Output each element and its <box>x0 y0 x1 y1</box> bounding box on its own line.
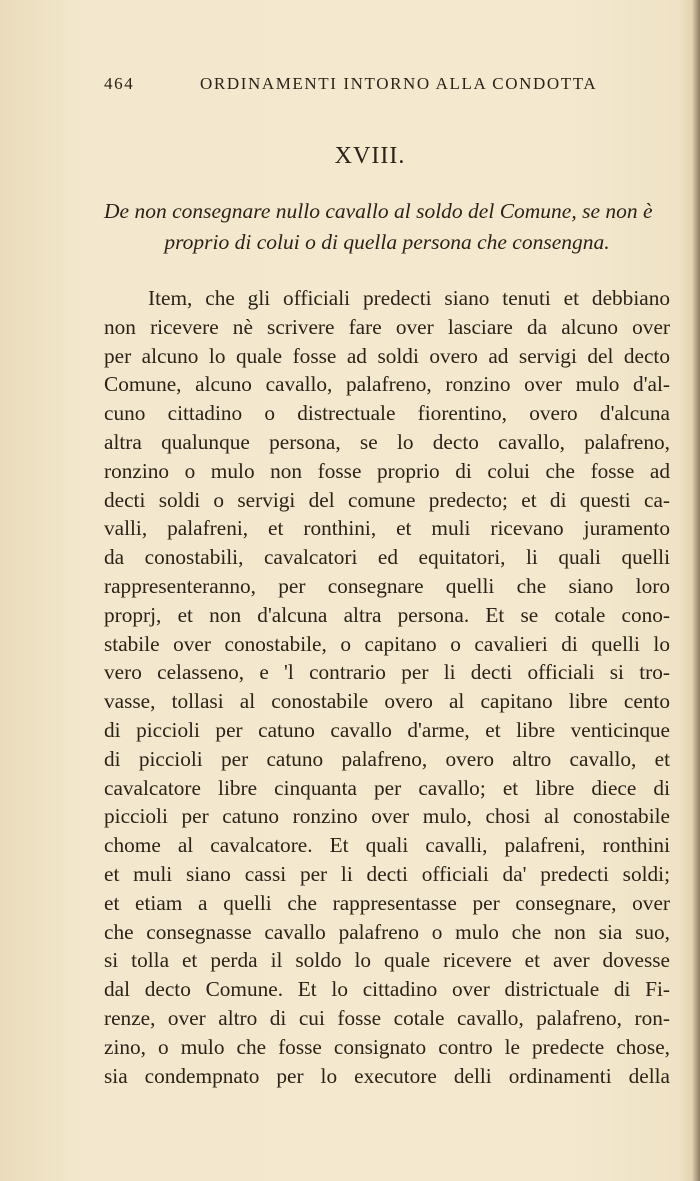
text-line: piccioli per catuno ronzino over mulo, chosi al conostabile <box>104 804 670 829</box>
page-number: 464 <box>104 74 135 93</box>
section-title <box>104 196 670 258</box>
text-line: zino, o mulo che fosse consignato contro le predecte chose, <box>104 1034 670 1059</box>
text-line: per alcuno lo quale fosse ad soldi overo ad servigi del decto <box>104 343 670 368</box>
text-line: valli, palafreni, et ronthini, et muli ricevano juramento <box>104 516 670 541</box>
text-line: di piccioli per catuno cavallo d'arme, et libre venticinque <box>104 717 670 742</box>
text-line: vasse, tollasi al conostabile overo al capitano libre cento <box>104 689 670 714</box>
section-title-line: De non consegnare nullo cavallo al soldo del Comune, se non è <box>104 199 653 223</box>
text-line: Comune, alcuno cavallo, palafreno, ronzino over mulo d'al- <box>104 372 670 397</box>
text-line: rappresenteranno, per consegnare quelli che siano loro <box>104 573 670 598</box>
section-number: XVIII. <box>334 143 406 169</box>
text-line: cuno cittadino o distrectuale fiorentino, overo d'alcuna <box>104 401 670 426</box>
text-line: Item, che gli officiali predecti siano tenuti et debbiano <box>148 286 670 310</box>
text-line: da conostabili, cavalcatori ed equitatori, li quali quelli <box>104 545 670 570</box>
text-line: ronzino o mulo non fosse proprio di colui che fosse ad <box>104 458 670 483</box>
text-line: dal decto Comune. Et lo cittadino over districtuale di Fi- <box>104 977 670 1002</box>
text-line: cavalcatore libre cinquanta per cavallo; et libre diece di <box>104 775 670 800</box>
page-header <box>104 74 670 102</box>
text-line: non ricevere nè scrivere fare over lasciare da alcuno over <box>104 314 670 339</box>
text-line: proprj, et non d'alcuna altra persona. Et se cotale cono- <box>104 602 670 627</box>
text-line: altra qualunque persona, se lo decto cavallo, palafreno, <box>104 429 670 454</box>
body-text <box>104 284 670 1090</box>
text-line: et muli siano cassi per li decti officiali da' predecti soldi; <box>104 861 670 886</box>
section-title-line: proprio di colui o di quella persona che consengna. <box>164 230 610 254</box>
page-edge-shadow <box>692 0 700 1181</box>
text-line: che consegnasse cavallo palafreno o mulo che non sia suo, <box>104 919 670 944</box>
text-line: decti soldi o servigi del comune predecto; et di questi ca- <box>104 487 670 512</box>
text-line: si tolla et perda il soldo lo quale ricevere et aver dovesse <box>104 948 670 973</box>
text-line: et etiam a quelli che rappresentasse per consegnare, over <box>104 890 670 915</box>
text-line: stabile over conostabile, o capitano o cavalieri di quelli lo <box>104 631 670 656</box>
text-line: di piccioli per catuno palafreno, overo altro cavallo, et <box>104 746 670 771</box>
running-head: ORDINAMENTI INTORNO ALLA CONDOTTA <box>200 74 598 93</box>
text-line: chome al cavalcatore. Et quali cavalli, palafreni, ronthini <box>104 833 670 858</box>
text-line: renze, over altro di cui fosse cotale cavallo, palafreno, ron- <box>104 1005 670 1030</box>
text-line: vero celasseno, e 'l contrario per li decti officiali si tro- <box>104 660 670 685</box>
text-line: sia condempnato per lo executore delli ordinamenti della <box>104 1063 670 1088</box>
